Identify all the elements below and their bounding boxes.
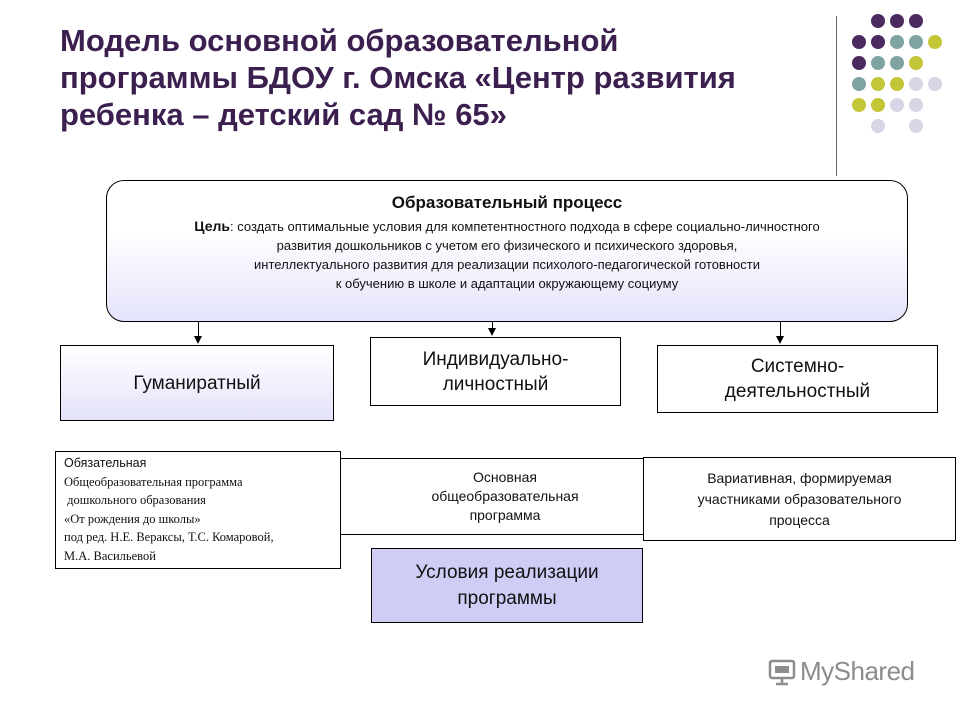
arrow-to-humanitarian	[198, 322, 199, 342]
decorative-dot	[928, 35, 942, 49]
mandatory-text: дошкольного образования	[64, 493, 206, 508]
conditions-text: программы	[457, 587, 557, 609]
decorative-dot	[871, 119, 885, 133]
goal-line: развития дошкольников с учетом его физического и психического здоровья,	[276, 238, 738, 253]
main-program-text: Основная	[473, 469, 537, 485]
variative-text: участниками образовательного	[697, 490, 902, 507]
decorative-dot	[928, 77, 942, 91]
decorative-dot	[871, 35, 885, 49]
approach-text: Гуманиратный	[133, 372, 261, 394]
main-program-box	[300, 458, 680, 535]
decorative-dot	[852, 98, 866, 112]
decorative-dot	[909, 98, 923, 112]
goal-label: Цель	[194, 218, 230, 234]
goal-line: интеллектуального развития для реализации психолого-педагогической готовности	[254, 257, 760, 272]
mandatory-text: под ред. Н.Е. Вераксы, Т.С. Комаровой,	[64, 530, 274, 545]
variative-text: Вариативная, формируемая	[707, 469, 892, 486]
goal-line: к обучению в школе и адаптации окружающему социуму	[335, 276, 679, 291]
process-goal	[121, 217, 893, 293]
title-divider	[836, 16, 837, 176]
watermark	[768, 656, 915, 687]
decorative-dot	[871, 14, 885, 28]
arrow-to-individual	[492, 322, 493, 334]
variative-part-box	[643, 457, 956, 541]
decorative-dot	[909, 119, 923, 133]
main-program-text: общеобразовательная	[431, 488, 579, 504]
approach-text: личностный	[442, 373, 549, 395]
goal-line: : создать оптимальные условия для компетентностного подхода в сфере социально-личностного	[229, 219, 820, 234]
educational-process-box	[106, 180, 908, 322]
decorative-dot	[852, 77, 866, 91]
decorative-dot	[909, 14, 923, 28]
decorative-dot	[890, 98, 904, 112]
decorative-dot	[852, 35, 866, 49]
presentation-icon	[768, 658, 796, 686]
arrow-to-systemic	[780, 322, 781, 342]
mandatory-part-box	[55, 451, 341, 569]
mandatory-text: «От рождения до школы»	[64, 511, 201, 526]
decorative-dot	[890, 77, 904, 91]
decorative-dot	[909, 56, 923, 70]
implementation-conditions-box	[371, 548, 643, 623]
decorative-dot	[909, 35, 923, 49]
variative-text: процесса	[769, 511, 830, 528]
decorative-dot	[890, 35, 904, 49]
slide-title: Модель основной образовательной программы БДОУ г. Омска «Центр развития ребенка – детский сад № 65»	[60, 23, 736, 132]
process-title: Образовательный процесс	[391, 193, 623, 212]
decorative-dot	[871, 77, 885, 91]
approach-text: деятельностный	[724, 381, 871, 402]
mandatory-text: Обязательная	[64, 456, 147, 470]
decorative-dot	[871, 98, 885, 112]
approach-text: Системно-	[750, 356, 845, 377]
approach-humanitarian-box	[60, 345, 334, 421]
approach-text: Индивидуально-	[422, 348, 569, 370]
decorative-dot	[871, 56, 885, 70]
approach-individual-box	[370, 337, 621, 406]
mandatory-text: М.А. Васильевой	[64, 548, 156, 563]
decorative-dot	[890, 14, 904, 28]
watermark-text: MyShared	[800, 656, 915, 686]
decorative-dot	[890, 56, 904, 70]
main-program-text: программа	[469, 507, 541, 523]
decorative-dot	[909, 77, 923, 91]
mandatory-text: Общеобразовательная программа	[64, 474, 243, 489]
conditions-text: Условия реализации	[415, 561, 599, 583]
approach-systemic-box	[657, 345, 938, 413]
decorative-dot	[852, 56, 866, 70]
